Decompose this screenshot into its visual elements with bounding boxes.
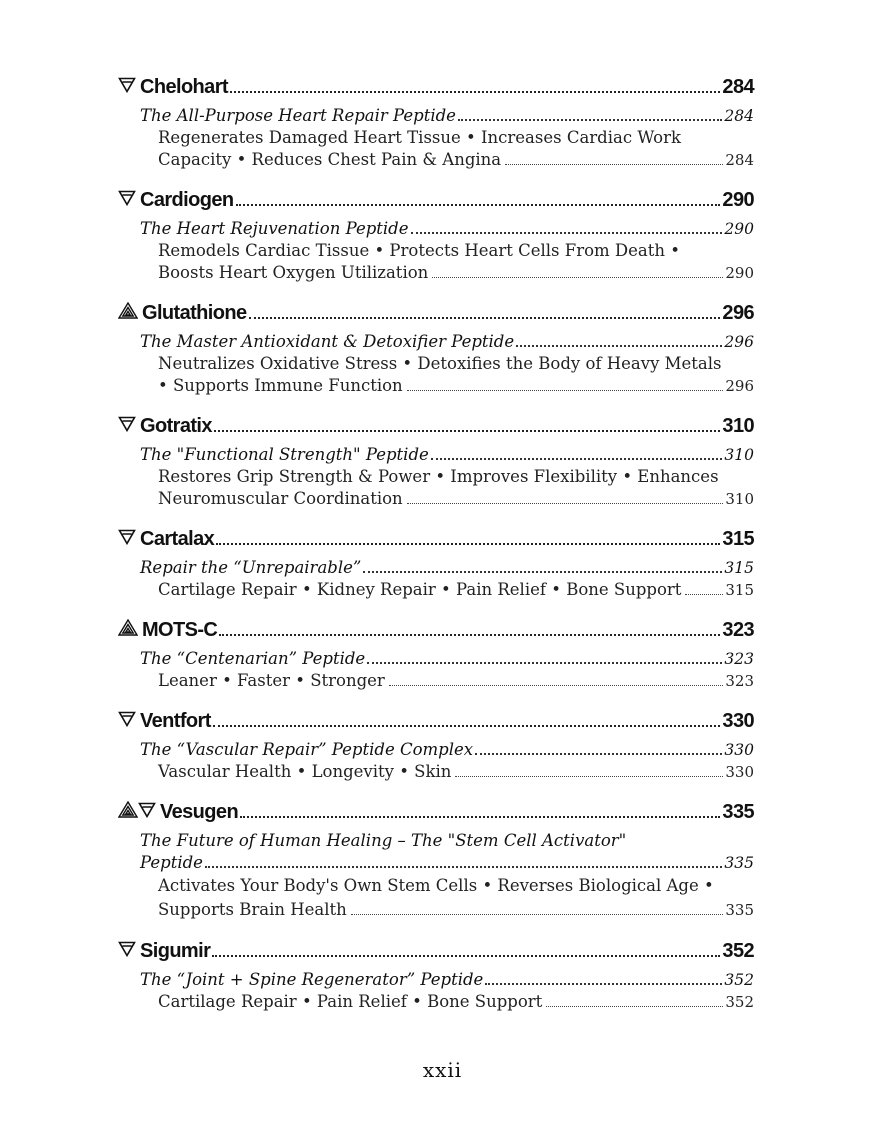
description-line: Cartilage Repair • Kidney Repair • Pain Relief • Bone Support xyxy=(158,580,682,599)
entry-heading[interactable] xyxy=(118,940,754,969)
entry-subtitle: The “Centenarian” Peptide xyxy=(140,649,366,668)
dot-leader xyxy=(475,753,722,755)
subtitle-page: 284 xyxy=(724,107,754,125)
description-line: Neutralizes Oxidative Stress • Detoxifies the Body of Heavy Metals xyxy=(158,354,722,373)
description-page: 335 xyxy=(725,901,754,919)
description-page: 296 xyxy=(725,377,754,395)
triangle-down-icon xyxy=(118,77,136,93)
entry-icons xyxy=(118,190,136,206)
toc-entry xyxy=(118,415,754,510)
entry-subtitle-row[interactable] xyxy=(118,105,754,127)
entry-icons xyxy=(118,711,136,727)
entry-description[interactable] xyxy=(118,240,754,284)
description-line: Leaner • Faster • Stronger xyxy=(158,671,385,690)
dot-leader xyxy=(516,345,722,347)
entry-subtitle: The "Functional Strength" Peptide xyxy=(140,445,429,464)
description-page: 352 xyxy=(725,993,754,1011)
entry-page: 352 xyxy=(722,940,754,962)
entry-title: Glutathione xyxy=(142,302,247,324)
toc-entry xyxy=(118,76,754,171)
description-line: Restores Grip Strength & Power • Improves Flexibility • Enhances xyxy=(158,467,719,486)
dot-leader xyxy=(205,866,722,868)
entry-subtitle: The Heart Rejuvenation Peptide xyxy=(140,219,409,238)
dot-leader xyxy=(212,955,720,957)
entry-heading[interactable] xyxy=(118,76,754,105)
dot-leader xyxy=(216,543,720,545)
toc-entry xyxy=(118,619,754,692)
subtitle-page: 352 xyxy=(724,971,754,989)
subtitle-page: 323 xyxy=(724,650,754,668)
description-line: Supports Brain Health xyxy=(158,900,347,919)
subtitle-page: 296 xyxy=(724,333,754,351)
dot-leader xyxy=(230,91,720,93)
entry-subtitle: The “Joint + Spine Regenerator” Peptide xyxy=(140,970,484,989)
dot-leader xyxy=(214,430,721,432)
triangle-up-icon xyxy=(118,302,138,319)
description-line: Activates Your Body's Own Stem Cells • Reverses Biological Age • xyxy=(158,876,714,895)
dot-leader xyxy=(363,571,722,573)
dot-leader xyxy=(411,232,723,234)
entry-page: 315 xyxy=(722,528,754,550)
entry-subtitle-row[interactable] xyxy=(118,444,754,466)
description-line: Vascular Health • Longevity • Skin xyxy=(158,762,452,781)
entry-subtitle-row[interactable] xyxy=(118,331,754,353)
entry-title: MOTS-C xyxy=(142,619,218,641)
toc-entry xyxy=(118,189,754,284)
triangle-down-icon xyxy=(118,529,136,545)
description-line: Neuromuscular Coordination xyxy=(158,489,403,508)
subtitle-page: 330 xyxy=(724,741,754,759)
entry-page: 290 xyxy=(722,189,754,211)
entry-icons xyxy=(118,416,136,432)
entry-heading[interactable] xyxy=(118,302,754,331)
entry-icons xyxy=(118,529,136,545)
triangle-up-icon xyxy=(118,801,138,818)
triangle-down-icon xyxy=(118,941,136,957)
entry-description[interactable] xyxy=(118,127,754,171)
entry-icons xyxy=(118,302,138,319)
description-page: 315 xyxy=(725,581,754,599)
entry-title: Cardiogen xyxy=(140,189,234,211)
description-page: 284 xyxy=(725,151,754,169)
dot-leader xyxy=(236,204,721,206)
dot-leader xyxy=(240,816,720,818)
description-page: 323 xyxy=(725,672,754,690)
entry-description[interactable] xyxy=(118,466,754,510)
subtitle-page: 290 xyxy=(724,220,754,238)
dot-leader xyxy=(505,164,723,165)
dot-leader xyxy=(546,1006,723,1007)
toc-entry xyxy=(118,940,754,1013)
toc-entry xyxy=(118,528,754,601)
entry-heading[interactable] xyxy=(118,189,754,218)
entry-page: 323 xyxy=(722,619,754,641)
entry-page: 296 xyxy=(722,302,754,324)
dot-leader xyxy=(351,914,724,915)
toc-entry xyxy=(118,801,754,922)
entry-page: 335 xyxy=(722,801,754,823)
entry-heading[interactable] xyxy=(118,710,754,739)
description-line: Regenerates Damaged Heart Tissue • Increases Cardiac Work xyxy=(158,128,681,147)
description-line: Capacity • Reduces Chest Pain & Angina xyxy=(158,150,502,169)
entry-description[interactable] xyxy=(118,991,754,1013)
entry-title: Cartalax xyxy=(140,528,215,550)
entry-subtitle-row[interactable] xyxy=(118,648,754,670)
dot-leader xyxy=(249,317,721,319)
subtitle-page: 315 xyxy=(724,559,754,577)
entry-heading[interactable] xyxy=(118,415,754,444)
dot-leader xyxy=(458,119,722,121)
entry-icons xyxy=(118,77,136,93)
description-page: 310 xyxy=(725,490,754,508)
entry-subtitle: Repair the “Unrepairable” xyxy=(140,558,362,577)
entry-icons xyxy=(118,941,136,957)
entry-icons xyxy=(118,801,156,818)
triangle-down-icon xyxy=(118,190,136,206)
entry-description[interactable] xyxy=(118,761,754,783)
dot-leader xyxy=(219,634,720,636)
description-line: Cartilage Repair • Pain Relief • Bone Support xyxy=(158,992,543,1011)
dot-leader xyxy=(407,390,724,391)
dot-leader xyxy=(407,503,724,504)
dot-leader xyxy=(367,662,722,664)
entry-subtitle-row[interactable] xyxy=(118,969,754,991)
entry-subtitle-row[interactable] xyxy=(118,218,754,240)
entry-description[interactable] xyxy=(118,874,754,922)
entry-title: Sigumir xyxy=(140,940,211,962)
toc-entry xyxy=(118,710,754,783)
entry-subtitle-row[interactable] xyxy=(118,830,754,874)
dot-leader xyxy=(431,458,723,460)
dot-leader xyxy=(213,725,721,727)
entry-title: Chelohart xyxy=(140,76,228,98)
entry-subtitle: Peptide xyxy=(140,853,203,872)
entry-title: Gotratix xyxy=(140,415,212,437)
description-page: 290 xyxy=(725,264,754,282)
entry-page: 330 xyxy=(722,710,754,732)
subtitle-page: 335 xyxy=(724,854,754,872)
entry-icons xyxy=(118,619,138,636)
entry-subtitle-row[interactable] xyxy=(118,739,754,761)
entry-description[interactable] xyxy=(118,670,754,692)
description-line: • Supports Immune Function xyxy=(158,376,403,395)
dot-leader xyxy=(685,594,723,595)
dot-leader xyxy=(432,277,723,278)
description-line: Remodels Cardiac Tissue • Protects Heart Cells From Death • xyxy=(158,241,680,260)
entry-heading[interactable] xyxy=(118,801,754,830)
entry-description[interactable] xyxy=(118,353,754,397)
table-of-contents xyxy=(118,76,754,1031)
entry-title: Ventfort xyxy=(140,710,211,732)
triangle-up-icon xyxy=(118,619,138,636)
entry-heading[interactable] xyxy=(118,528,754,557)
entry-subtitle: The “Vascular Repair” Peptide Complex xyxy=(140,740,474,759)
entry-description[interactable] xyxy=(118,579,754,601)
triangle-down-icon xyxy=(118,711,136,727)
dot-leader xyxy=(389,685,724,686)
entry-subtitle: The Future of Human Healing – The "Stem Cell Activator" xyxy=(140,831,627,850)
dot-leader xyxy=(455,776,723,777)
entry-subtitle: The All-Purpose Heart Repair Peptide xyxy=(140,106,456,125)
page-number: xxii xyxy=(422,1058,463,1082)
subtitle-page: 310 xyxy=(724,446,754,464)
entry-subtitle-row[interactable] xyxy=(118,557,754,579)
dot-leader xyxy=(485,983,722,985)
entry-page: 284 xyxy=(722,76,754,98)
triangle-down-icon xyxy=(118,416,136,432)
description-page: 330 xyxy=(725,763,754,781)
description-line: Boosts Heart Oxygen Utilization xyxy=(158,263,429,282)
entry-heading[interactable] xyxy=(118,619,754,648)
entry-subtitle: The Master Antioxidant & Detoxifier Peptide xyxy=(140,332,515,351)
entry-title: Vesugen xyxy=(160,801,239,823)
entry-page: 310 xyxy=(722,415,754,437)
toc-entry xyxy=(118,302,754,397)
triangle-down-icon xyxy=(138,802,156,818)
